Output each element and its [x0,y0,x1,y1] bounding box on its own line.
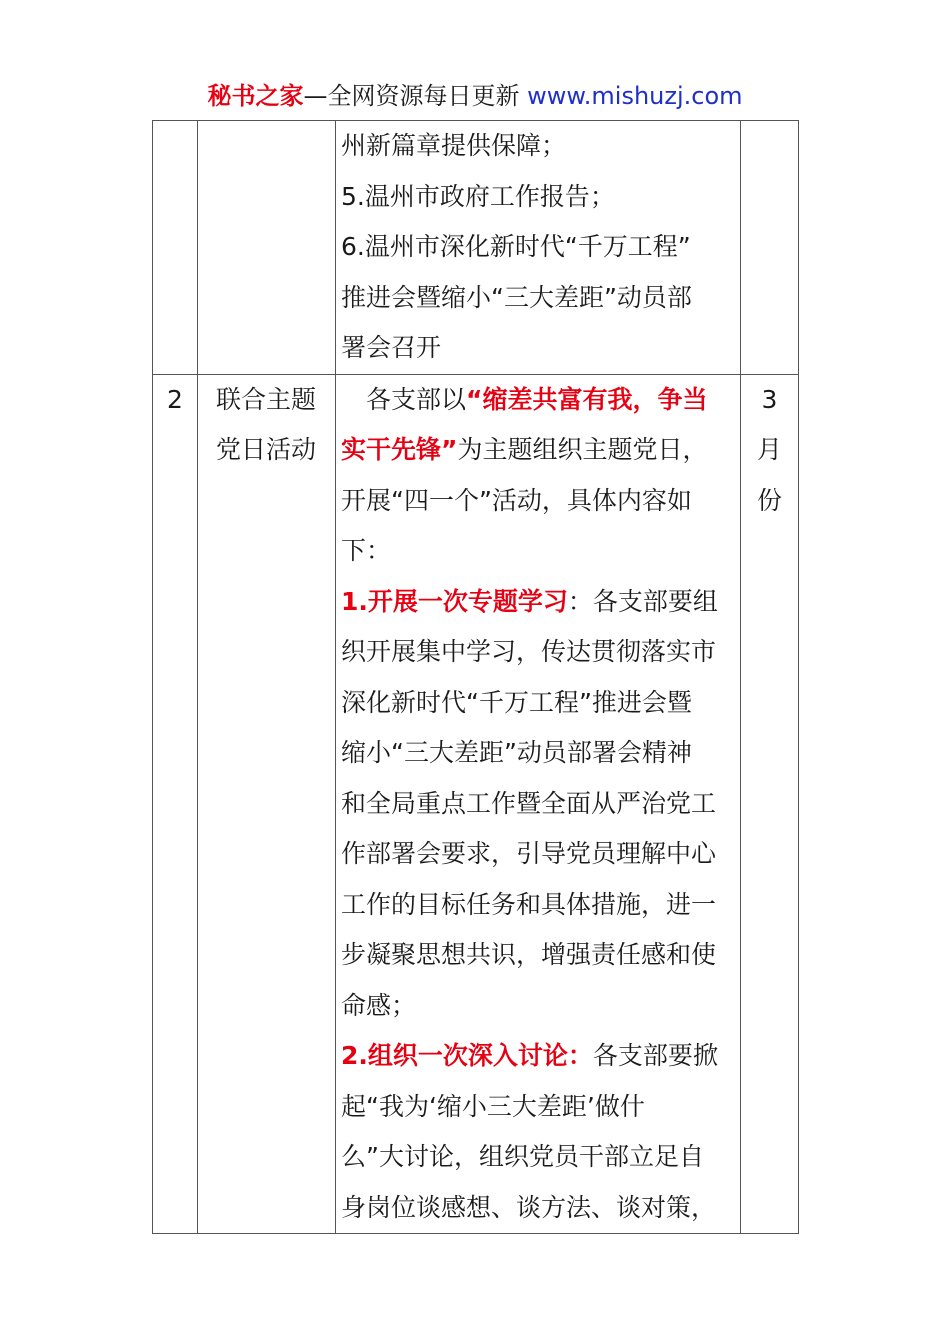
content-line: 命感； [341,990,417,1020]
content-cell [336,121,741,375]
number-cell [153,121,198,375]
page-header [0,80,950,112]
content-line: 深化新时代“千万工程”推进会暨 [341,687,692,717]
content-line: 起“我为‘缩小三大差距’做什 [341,1091,645,1121]
name-cell [198,374,336,1234]
header-brand: 秘书之家 [207,82,304,110]
content-cell [336,374,741,1234]
content-line: 和全局重点工作暨全面从严治党工 [341,788,717,818]
table-row [153,121,799,375]
number-cell [153,374,198,1234]
month-char: 份 [756,485,782,515]
theme-highlight: “缩差共富有我，争当 [466,384,708,414]
content-line: 5.温州市政府工作报告； [341,181,615,211]
row-number: 2 [167,384,183,414]
content-line: 推进会暨缩小“三大差距”动员部 [341,282,692,312]
header-url-link[interactable]: www.mishuzj.com [527,82,743,110]
item-heading: 2.组织一次深入讨论： [341,1041,593,1070]
content-line: 下： [341,536,392,565]
table-row [153,374,799,1234]
content-line: 各支部以“缩差共富有我，争当 [341,384,708,414]
theme-highlight: 实干先锋” [341,435,458,464]
content-line: 开展“四一个”活动，具体内容如 [341,485,692,515]
activity-table [152,120,799,1234]
content-line: 2.组织一次深入讨论：各支部要掀 [341,1041,718,1070]
content-line: 1.开展一次专题学习：各支部要组 [341,586,718,616]
month-char: 3 [761,384,778,414]
content-line: 州新篇章提供保障； [341,131,567,160]
content-line: 作部署会要求，引导党员理解中心 [341,839,717,868]
content-line: 6.温州市深化新时代“千万工程” [341,232,691,261]
header-tagline: —全网资源每日更新 [303,82,528,110]
content-line: 步凝聚思想共识，增强责任感和使 [341,940,717,969]
content-line: 织开展集中学习，传达贯彻落实市 [341,637,717,666]
content-line: 实干先锋”为主题组织主题党日， [341,435,708,464]
content-line: 工作的目标任务和具体措施，进一 [341,889,717,919]
activity-name-line: 党日活动 [216,435,317,464]
month-cell [741,374,799,1234]
content-line: 署会召开 [341,333,442,362]
item-heading: 1.开展一次专题学习 [341,586,568,616]
activity-name-line: 联合主题 [216,384,317,414]
content-line: 缩小“三大差距”动员部署会精神 [341,738,692,767]
content-line: 么”大讨论，组织党员干部立足自 [341,1142,704,1171]
month-cell [741,121,799,375]
content-line: 身岗位谈感想、谈方法、谈对策， [341,1192,717,1222]
name-cell [198,121,336,375]
month-char: 月 [756,435,782,464]
